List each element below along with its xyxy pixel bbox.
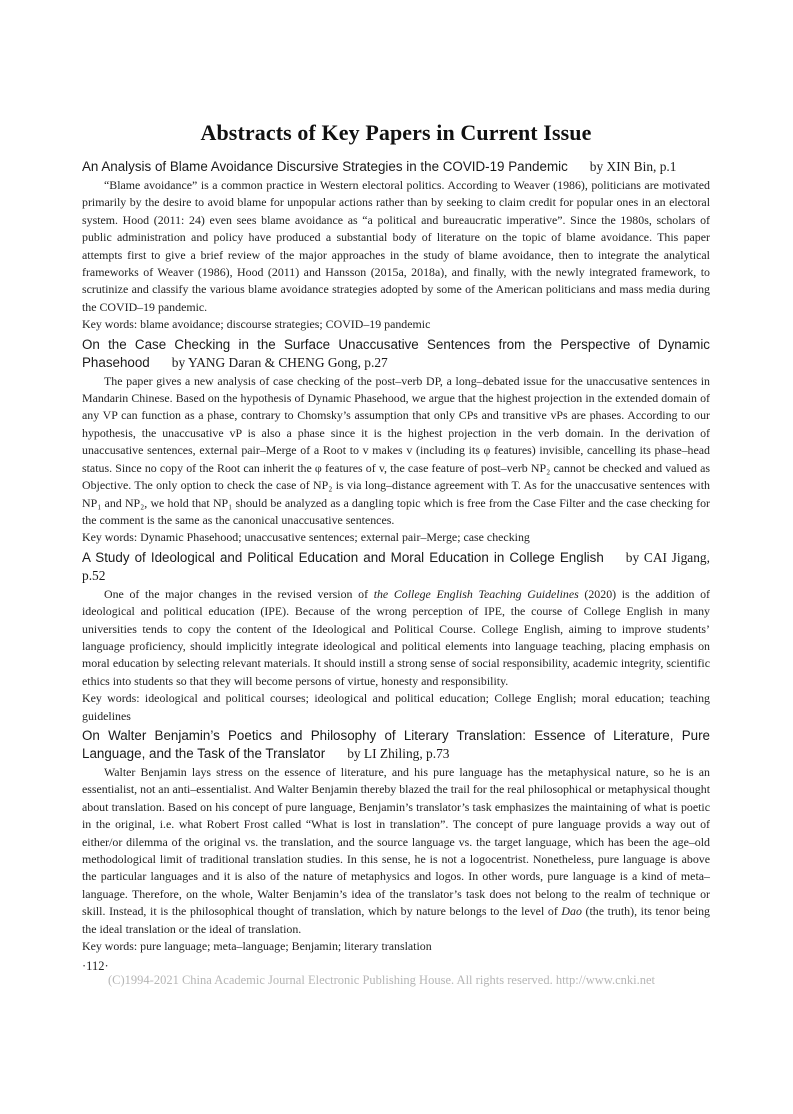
paper-author: by CAI Jigang, p.52: [82, 549, 710, 583]
paper-keywords: Key words: pure language; meta–language; Benjamin; literary translation: [82, 939, 432, 954]
paper-keywords: Key words: ideological and political courses; ideological and political education; College English; moral education; teaching guidelines: [82, 691, 710, 723]
abstracts-page: [82, 120, 710, 974]
page-number: ·112·: [82, 959, 109, 974]
paper-author: by LI Zhiling, p.73: [347, 745, 450, 761]
paper-title: [82, 727, 710, 763]
paper-title: [82, 336, 710, 372]
abstract-text: (the truth), its tenor being the ideal translation or the ideal of translation.: [82, 904, 711, 936]
paper-entry-4: [82, 727, 710, 955]
paper-abstract: The paper gives a new analysis of case checking of the post–verb DP, a long–debated issue for the unaccusative sentences in Mandarin Chinese. Based on the hypothesis of Dynamic Phasehood, we argue that the highest projection in the extended domain of any VP can function as a phase, contrary to Chomsky’s assumption that only CPs and transitive vPs are phases. According to our hypothesis, the unaccusative vP is also a phase since it is the highest projection in the verb domain. In the derivation of unaccusative sentences, external pair–Merge of a Root to v makes v (including its φ features) invisible, cancelling its phase–head status. Since no copy of the Root can inherit the φ features of v, the case feature of post–verb NP₂ cannot be checked and valued as Objective. The only option to check the case of NP₂ is via long–distance agreement with T. As for the unaccusative sentences with NP₁ and NP₂, we hold that NP₁ should be analyzed as a dangling topic which is free from the Case Filter and the case checking for the comment is the same as the canonical unaccusative sentences.: [82, 373, 710, 527]
page-title: Abstracts of Key Papers in Current Issue: [200, 120, 592, 145]
paper-title-text: On Walter Benjamin’s Poetics and Philosophy of Literary Translation: Essence of Literature, Pure Language, and the Task of the Translator: [82, 727, 710, 761]
paper-abstract: [82, 764, 710, 938]
abstract-text: One of the major changes in the revised version of: [104, 586, 374, 601]
paper-entry-3: [82, 549, 710, 725]
paper-keywords: Key words: Dynamic Phasehood; unaccusative sentences; external pair–Merge; case checking: [82, 530, 530, 545]
abstract-italic: the College English Teaching Guidelines: [373, 586, 579, 601]
paper-title-text: A Study of Ideological and Political Education and Moral Education in College English: [82, 549, 604, 565]
copyright-watermark: (C)1994-2021 China Academic Journal Electronic Publishing House. All rights reserved. http://www.cnki.net: [108, 973, 656, 987]
paper-author: by YANG Daran & CHENG Gong, p.27: [171, 354, 388, 370]
paper-keywords: Key words: blame avoidance; discourse strategies; COVID–19 pandemic: [82, 317, 431, 332]
paper-abstract: [82, 586, 710, 690]
paper-entry-2: [82, 336, 710, 547]
paper-title-text: On the Case Checking in the Surface Unaccusative Sentences from the Perspective of Dynamic Phasehood: [82, 336, 710, 370]
paper-abstract: “Blame avoidance” is a common practice in Western electoral politics. According to Weaver (1986), politicians are motivated primarily by the desire to avoid blame for unpopular actions rather than by seeking to claim credit for popular ones in an electoral system. Hood (2011: 24) even sees blame avoidance as “a political and bureaucratic imperative”. Since the 1980s, scholars of public administration and policy have produced a substantial body of literature on the topic of blame avoidance. This paper attempts first to give a brief review of the major approaches in the study of blame avoidance, then to integrate the analytical frameworks of Weaver (1986), Hood (2011) and Hansson (2015a, 2018a), and finally, with the newly integrated framework, to scrutinize and classify the various blame avoidance strategies adopted by some of the American politicians and mass media during the COVID–19 pandemic.: [82, 178, 710, 314]
paper-title-text: An Analysis of Blame Avoidance Discursive Strategies in the COVID-19 Pandemic: [82, 159, 568, 174]
paper-title: [82, 158, 710, 176]
paper-title: [82, 549, 710, 585]
paper-author: by XIN Bin, p.1: [589, 159, 677, 174]
abstract-text: Walter Benjamin lays stress on the essence of literature, and his pure language has the metaphysical nature, so he is an essentialist, not an anti–essentialist. And Walter Benjamin thereby blazed the trail for the real philosophical or metaphysical thought about translation. Based on his concept of pure language, Benjamin’s translator’s task emphasizes the maintaining of what is poetic in the original, i.e. what Robert Frost called “What is lost in translation”. The concept of pure language provids a way out of either/or dilemma of the original vs. the translation, and the source language vs. the target language, which has been the age–old methodological limit of traditional translation studies. In this sense, he is not a logocentrist. Nonetheless, pure language is above the particular languages and it is also of the nature of metaphysics and logos. In other words, pure language is a kind of meta–language. Therefore, on the whole, Walter Benjamin’s idea of the translator’s task does not belong to the realm of technique or skill. Instead, it is the philosophical thought of translation, which by nature belongs to the level of: [82, 764, 710, 919]
paper-entry-1: [82, 158, 710, 334]
abstract-text: (2020) is the addition of ideological and political education (IPE). Because of the wrong perception of IPE, the course of College English in many universities tends to copy the content of the Ideological and Political Course. College English, aiming to improve students’ language proficiency, should implicitly integrate ideological and political elements into language teaching, placing emphasis on moral education by selecting relevant materials. It should instill a strong sense of social responsibility, academic integrity, scientific ethics into students so that they will become persons of virtue, honesty and responsibility.: [82, 586, 710, 688]
abstract-italic: Dao: [561, 904, 582, 919]
